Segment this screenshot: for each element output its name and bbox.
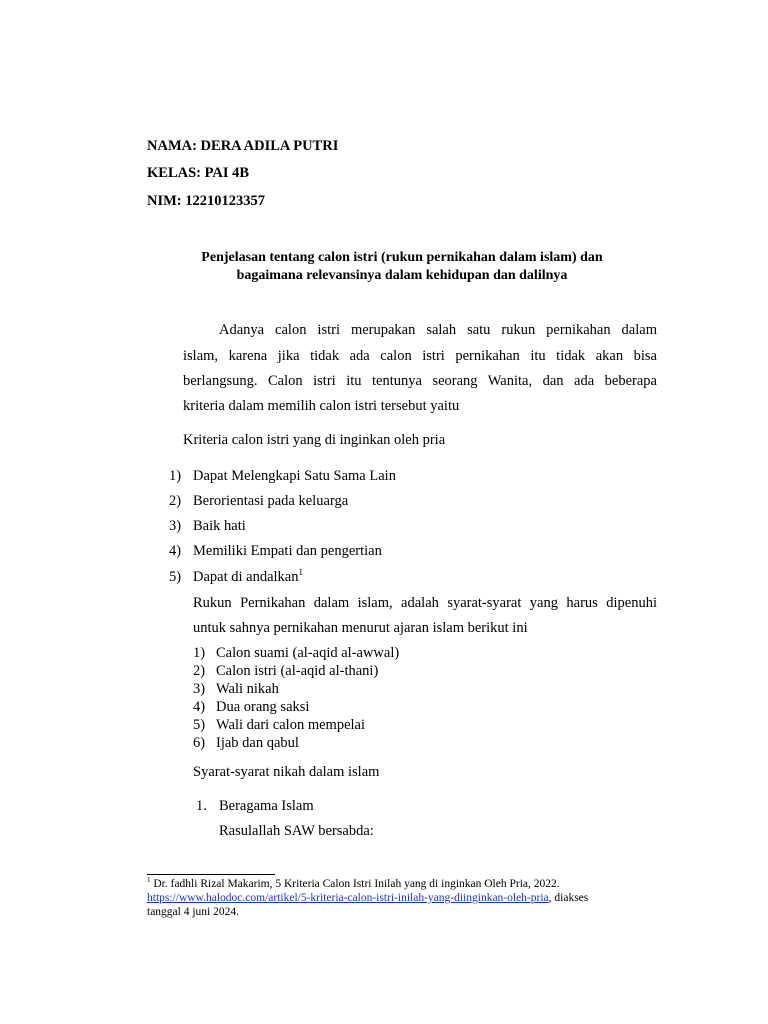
list-text: Beragama Islam [219,798,314,814]
list-number: 2) [193,663,206,679]
intro-line-1: Adanya calon istri merupakan salah satu rukun pernikahan dalam [219,322,657,338]
list-text: Wali dari calon mempelai [216,717,366,733]
intro-line-3: berlangsung. Calon istri itu tentunya seorang Wanita, dan ada beberapa [183,373,657,389]
list-text: Ijab dan qabul [216,735,299,751]
list-number: 1) [169,468,182,484]
list-number: 5) [169,569,182,585]
list-text: Dapat Melengkapi Satu Sama Lain [193,468,396,484]
list-text: Berorientasi pada keluarga [193,493,349,509]
list-text: Wali nikah [216,681,279,697]
list-text: Dapat di andalkan [193,569,299,585]
rukun-line-1: Rukun Pernikahan dalam islam, adalah syarat-syarat yang harus dipenuhi [193,595,657,611]
footnote-number: 1 [147,876,151,884]
list-text: Dua orang saksi [216,699,310,715]
list-text: Baik hati [193,518,246,534]
document-title-line-1: Penjelasan tentang calon istri (rukun pernikahan dalam islam) dan [201,250,603,265]
list-number: 4) [169,543,182,559]
list-number: 3) [169,518,182,534]
rasul-quote-intro: Rasulallah SAW bersabda: [219,823,374,839]
list-number: 6) [193,735,206,751]
list-number: 1) [193,645,206,661]
list-number: 4) [193,699,206,715]
intro-line-2: islam, karena jika tidak ada calon istri pernikahan itu tidak akan bisa [183,348,657,364]
list-number: 3) [193,681,206,697]
list-number: 2) [169,493,182,509]
student-nim: NIM: 12210123357 [147,193,266,209]
intro-line-4: kriteria dalam memilih calon istri tersebut yaitu [183,398,460,414]
rukun-line-2: untuk sahnya pernikahan menurut ajaran islam berikut ini [193,620,528,636]
list-text: Calon istri (al-aqid al-thani) [216,663,379,679]
list-number: 1. [196,798,207,814]
footnote-accessed: , diakses [548,892,589,904]
kriteria-heading: Kriteria calon istri yang di inginkan oleh pria [183,432,446,448]
list-text: Calon suami (al-aqid al-awwal) [216,645,400,661]
footnote-reference[interactable]: 1 [298,567,303,577]
list-number: 5) [193,717,206,733]
footnote-line-3: tanggal 4 juni 2024. [147,906,239,918]
list-text: Memiliki Empati dan pengertian [193,543,382,559]
footnote-line-2 [147,892,588,904]
footnote-citation: Dr. fadhli Rizal Makarim, 5 Kriteria Calon Istri Inilah yang di inginkan Oleh Pria, 2022. [150,878,560,890]
footnote-separator [147,874,275,875]
footnote-link[interactable]: https://www.halodoc.com/artikel/5-kriteria-calon-istri-inilah-yang-diinginkan-oleh-pria [147,892,549,904]
footnote-line-1 [147,878,560,890]
student-name: NAMA: DERA ADILA PUTRI [147,138,339,154]
syarat-heading: Syarat-syarat nikah dalam islam [193,764,380,780]
student-class: KELAS: PAI 4B [147,165,250,181]
document-title-line-2: bagaimana relevansinya dalam kehidupan dan dalilnya [236,268,568,283]
